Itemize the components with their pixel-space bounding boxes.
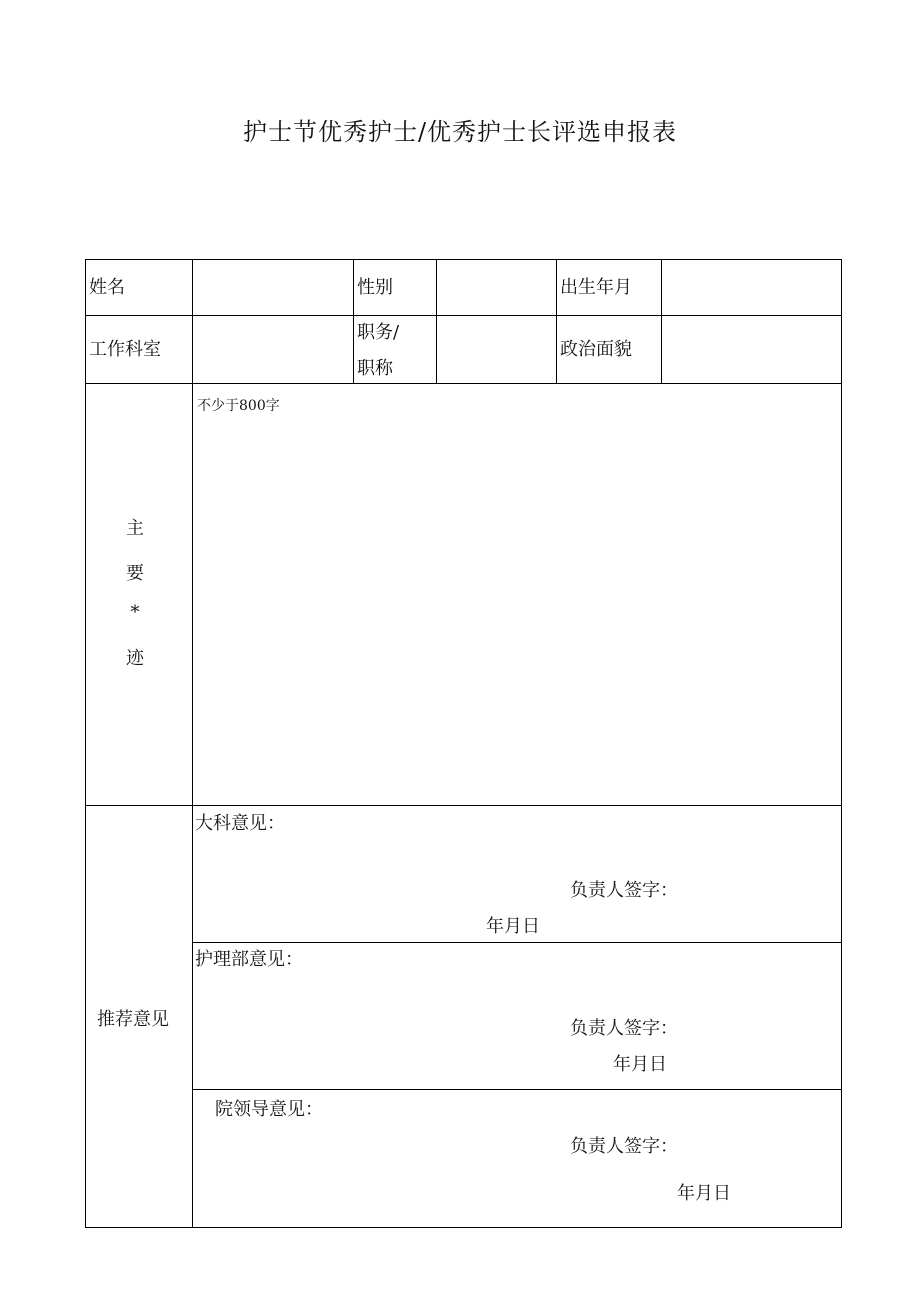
table-border xyxy=(556,259,557,384)
table-border xyxy=(85,315,842,316)
nursing-date-label: 年月日 xyxy=(613,1054,667,1075)
department-label: 工作科室 xyxy=(89,339,161,360)
table-border xyxy=(85,805,842,806)
name-field[interactable] xyxy=(194,261,352,314)
nursing-opinion-field[interactable] xyxy=(194,975,839,1015)
post-field[interactable] xyxy=(438,317,555,382)
hospital-date-label: 年月日 xyxy=(677,1183,731,1204)
deeds-label-char: 迹 xyxy=(126,648,144,669)
nursing-opinion-label: 护理部意见： xyxy=(195,949,303,970)
politics-field[interactable] xyxy=(663,317,840,382)
birth-field[interactable] xyxy=(663,261,840,314)
dept-opinion-field[interactable] xyxy=(194,840,839,878)
table-border xyxy=(192,259,193,1228)
deeds-label-char: 要 xyxy=(126,563,144,584)
deeds-label-char: * xyxy=(130,602,140,623)
politics-label: 政治面貌 xyxy=(560,339,632,360)
gender-label: 性别 xyxy=(357,277,393,298)
deeds-hint: 不少于800字 xyxy=(197,398,280,414)
table-border xyxy=(192,1089,842,1090)
table-border xyxy=(841,259,842,1228)
nursing-signature-label: 负责人签字： xyxy=(570,1018,678,1039)
deeds-label-char: 主 xyxy=(126,518,144,539)
recommend-label: 推荐意见 xyxy=(97,1009,169,1030)
table-border xyxy=(85,1227,842,1228)
table-border xyxy=(85,259,86,1228)
table-border xyxy=(353,259,354,384)
hospital-opinion-field[interactable] xyxy=(194,1160,664,1220)
table-border xyxy=(436,259,437,384)
department-field[interactable] xyxy=(194,317,352,382)
dept-signature-label: 负责人签字： xyxy=(570,880,678,901)
deeds-text-area[interactable] xyxy=(194,420,839,803)
table-border xyxy=(661,259,662,384)
table-border xyxy=(192,942,842,943)
dept-date-label: 年月日 xyxy=(486,916,540,937)
birth-label: 出生年月 xyxy=(560,277,632,298)
page-title: 护士节优秀护士/优秀护士长评选申报表 xyxy=(242,118,678,146)
post-label-line2: 职称 xyxy=(357,358,393,379)
hospital-opinion-label: 院领导意见： xyxy=(215,1099,323,1120)
table-border xyxy=(85,259,842,260)
gender-field[interactable] xyxy=(438,261,555,314)
table-border xyxy=(85,383,842,384)
name-label: 姓名 xyxy=(89,277,125,298)
hospital-signature-label: 负责人签字： xyxy=(570,1136,678,1157)
post-label: 职务/ xyxy=(357,322,400,343)
dept-opinion-label: 大科意见： xyxy=(195,813,285,834)
